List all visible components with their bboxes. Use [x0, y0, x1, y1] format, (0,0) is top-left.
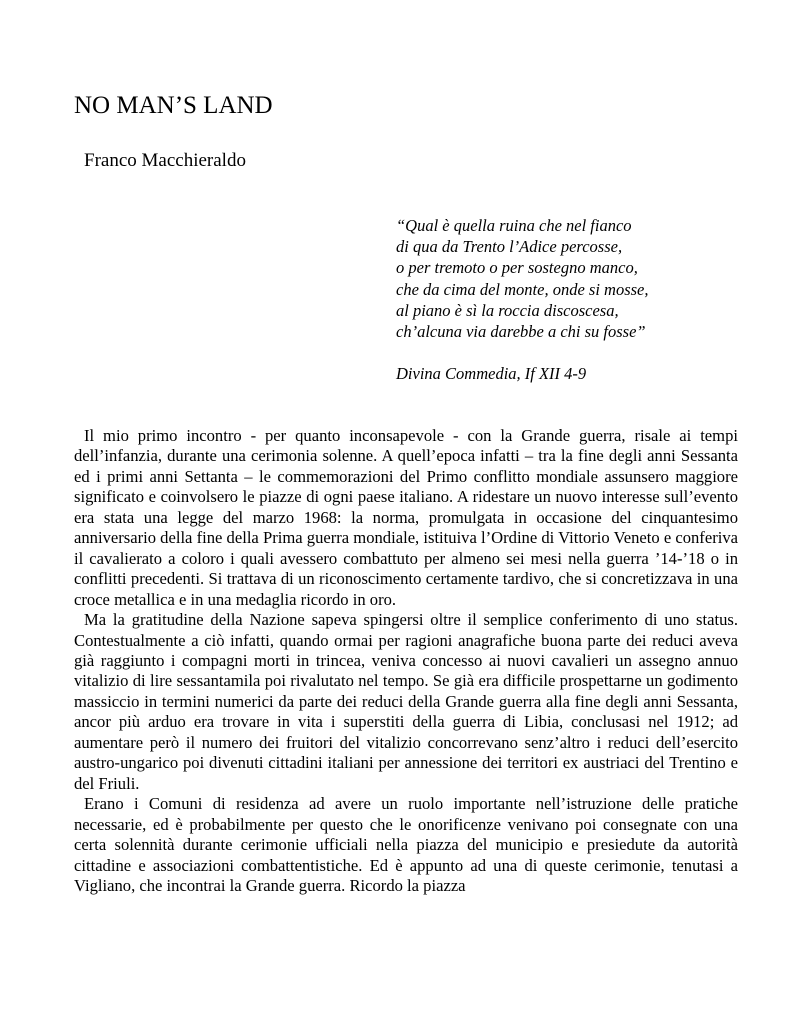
body-text	[74, 426, 738, 896]
epigraph-line: che da cima del monte, onde si mosse,	[396, 279, 649, 299]
paragraph: Il mio primo incontro - per quanto inconsapevole - con la Grande guerra, risale ai tempi dell’infanzia, durante una cerimonia solenne. A quell’epoca infatti – tra la fine degli anni Sessanta ed i primi anni Settanta – le commemorazioni del Primo conflitto mondiale assunsero maggiore significato e coinvolsero le piazze di ogni paese italiano. A ridestare un nuovo interesse sull’evento era stata una legge del marzo 1968: la norma, promulgata in occasione del cinquantesimo anniversario della fine della Prima guerra mondiale, istituiva l’Ordine di Vittorio Veneto e conferiva il cavalierato a coloro i quali avessero combattuto per almeno sei mesi nella guerra ’14-’18 o in conflitti precedenti. Si trattava di un riconoscimento certamente tardivo, che si concretizzava in una croce metallica e in una medaglia ricordo in oro.	[74, 426, 738, 609]
paragraph: Ma la gratitudine della Nazione sapeva spingersi oltre il semplice conferimento di uno status. Contestualmente a ciò infatti, quando ormai per ragioni anagrafiche buona parte dei reduci aveva già raggiunto i compagni morti in trincea, veniva concesso ai nuovi cavalieri un assegno annuo vitalizio di lire sessantamila poi rivalutato nel tempo. Se già era difficile prospettarne un godimento massiccio in termini numerici da parte dei reduci della Grande guerra alla fine degli anni Sessanta, ancor più arduo era trovare in vita i superstiti della guerra di Libia, conclusasi nel 1912; ad aumentare però il numero dei fruitori del vitalizio concorrevano senz’altro i reduci dell’esercito austro-ungarico poi divenuti cittadini italiani per annessione dei territori ex austriaci del Trentino e del Friuli.	[74, 610, 738, 793]
epigraph-source: Divina Commedia, If XII 4-9	[396, 364, 587, 384]
epigraph-line: ch’alcuna via darebbe a chi su fosse”	[396, 322, 646, 342]
author-name: Franco Macchieraldo	[84, 150, 246, 171]
epigraph-line: di qua da Trento l’Adice percosse,	[396, 237, 623, 257]
epigraph	[396, 215, 649, 384]
document-title: NO MAN’S LAND	[74, 92, 273, 119]
paragraph: Erano i Comuni di residenza ad avere un ruolo importante nell’istruzione delle pratiche necessarie, ed è probabilmente per questo che le onorificenze venivano poi consegnate con una certa solennità durante cerimonie ufficiali nella piazza del municipio e presiedute da autorità cittadine e associazioni combattentistiche. Ed è appunto ad una di queste cerimonie, tenutasi a Vigliano, che incontrai la Grande guerra. Ricordo la piazza	[74, 794, 738, 895]
epigraph-line: “Qual è quella ruina che nel fianco	[396, 216, 632, 235]
epigraph-line: o per tremoto o per sostegno manco,	[396, 258, 638, 278]
epigraph-line: al piano è sì la roccia discoscesa,	[396, 300, 619, 320]
